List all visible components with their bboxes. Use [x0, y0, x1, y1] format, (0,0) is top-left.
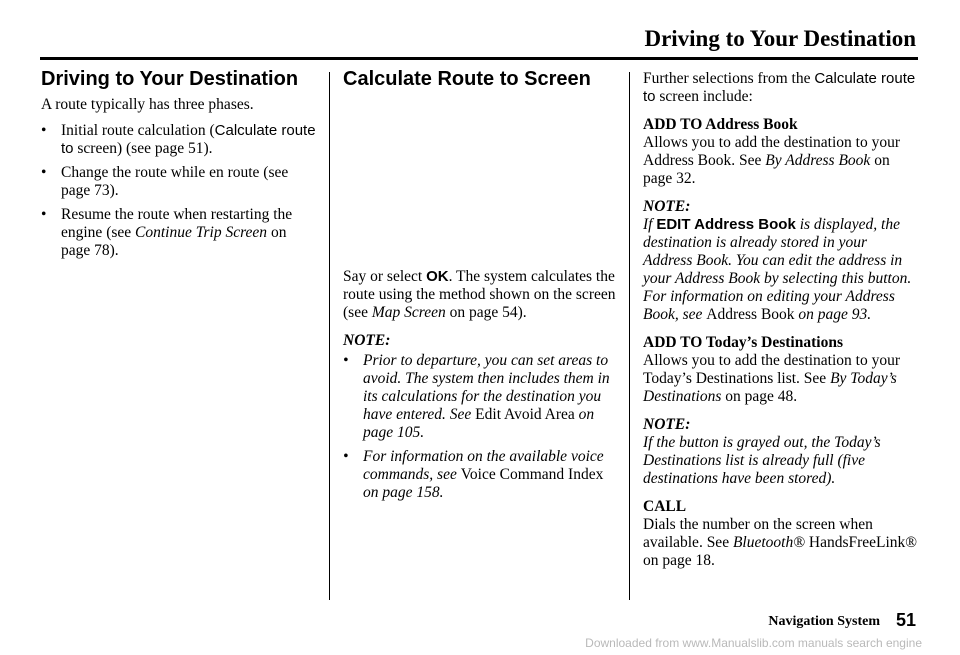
bullet-icon: •	[41, 164, 47, 181]
column-divider-2	[629, 72, 630, 600]
add-address-book-desc: Allows you to add the destination to your Address Book. See By Address Book on page 32.	[643, 134, 901, 187]
cross-reference: Bluetooth®	[732, 534, 805, 551]
list-item: • Initial route calculation (Calculate route to screen) (see page 51).	[41, 122, 316, 157]
call-desc: Dials the number on the screen when available. See Bluetooth® HandsFreeLink® on page 18.	[643, 516, 918, 569]
calculate-text: Say or select OK. The system calculates the route using the method shown on the screen (see Map Screen on page 54).	[343, 268, 616, 321]
list-item: • Resume the route when restarting the engine (see Continue Trip Screen on page 78).	[41, 206, 293, 259]
call-label: CALL	[643, 498, 687, 515]
list-item: • For information on the available voice commands, see Voice Command Index on page 158.	[343, 448, 604, 501]
note-list	[343, 352, 619, 502]
footer-section-name: Navigation System	[768, 614, 880, 629]
intro-text: A route typically has three phases.	[41, 96, 254, 113]
add-todays-destinations-label: ADD TO Today’s Destinations	[643, 334, 843, 351]
ui-term: Calculate route to	[61, 122, 316, 157]
cross-reference: By Address Book	[765, 152, 871, 169]
column-3	[643, 70, 918, 578]
column-2	[343, 66, 619, 508]
ui-term: Calculate route to	[643, 70, 916, 105]
bullet-icon: •	[41, 122, 47, 139]
cross-reference: Address Book	[706, 306, 795, 323]
cross-reference: Edit Avoid Area	[475, 406, 575, 423]
bullet-icon: •	[343, 448, 349, 465]
edit-address-note: If EDIT Address Book is displayed, the destination is already stored in your Address Book. You can edit the address in your Address Book by selecting this button. For information on editing your Address Book, see Address Book on page 93.	[643, 216, 912, 323]
cross-reference: Continue Trip Screen	[135, 224, 268, 241]
ui-term: EDIT Address Book	[656, 216, 796, 233]
column-1	[41, 66, 319, 266]
header-rule	[40, 57, 918, 60]
column-divider-1	[329, 72, 330, 600]
add-address-book-label: ADD TO Address Book	[643, 116, 798, 133]
page-number: 51	[895, 610, 916, 630]
cross-reference: Voice Command Index	[460, 466, 604, 483]
grayed-out-note: If the button is grayed out, the Today’s Destinations list is already full (five destinations have been stored).	[643, 434, 881, 487]
cross-reference: Map Screen	[371, 304, 446, 321]
further-intro: Further selections from the Calculate route to screen include:	[643, 70, 916, 105]
page-header-title: Driving to Your Destination	[644, 26, 916, 51]
section-heading-calculate: Calculate Route to Screen	[343, 68, 591, 90]
note-label: NOTE:	[343, 332, 391, 349]
list-item: • Prior to departure, you can set areas to avoid. The system then includes them in its calculations for the destination you have entered. See Edit Avoid Area on page 105.	[343, 352, 610, 441]
cross-reference: By Today’s Destinations	[643, 370, 897, 405]
watermark: Downloaded from www.Manualslib.com manuals search engine	[585, 636, 922, 650]
bullet-icon: •	[343, 352, 349, 369]
screen-image-placeholder	[343, 96, 619, 268]
ok-term: OK	[426, 268, 449, 285]
phase-list	[41, 122, 319, 260]
section-heading-driving: Driving to Your Destination	[41, 68, 299, 90]
add-todays-destinations-desc: Allows you to add the destination to your Today’s Destinations list. See By Today’s Destinations on page 48.	[643, 352, 901, 405]
bullet-icon: •	[41, 206, 47, 223]
note-label: NOTE:	[643, 198, 691, 215]
list-item: • Change the route while en route (see page 73).	[41, 164, 289, 199]
note-label: NOTE:	[643, 416, 691, 433]
